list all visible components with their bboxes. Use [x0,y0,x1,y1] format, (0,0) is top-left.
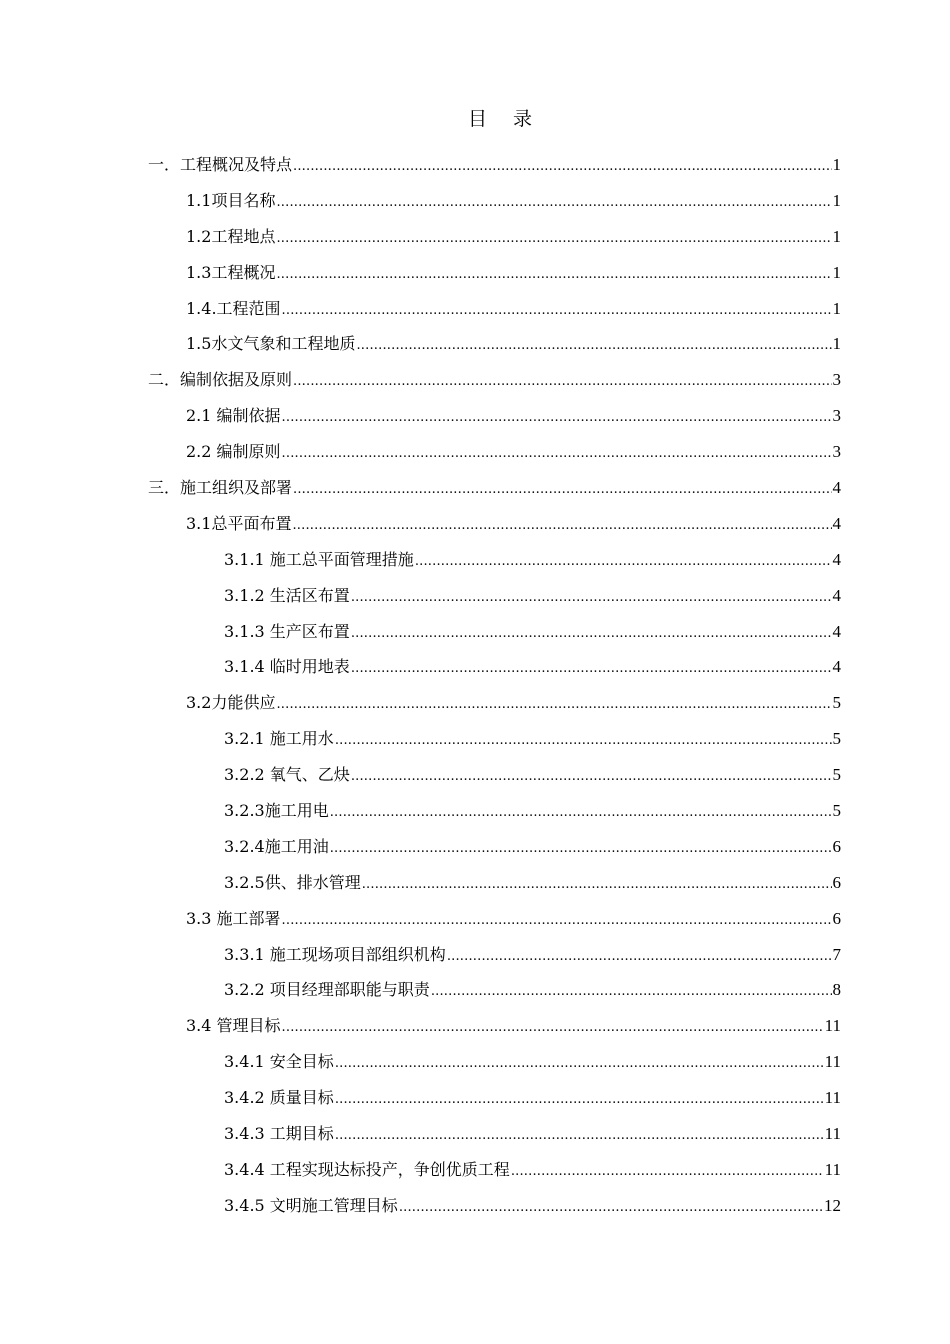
toc-entry-text: 1.4.工程范围 [186,298,281,318]
toc-entry-line [224,1196,841,1218]
toc-leader-dots [276,193,831,213]
toc-leader-dots [282,911,832,931]
toc-leader-dots [351,767,832,787]
toc-page-number: 5 [832,765,841,785]
toc-page-number: 1 [832,190,841,210]
toc-entry-line [186,299,841,321]
toc-leader-dots [431,982,832,1002]
toc-entry-line [186,263,841,285]
toc-page-number: 4 [832,549,841,569]
toc-entry-line [224,657,841,679]
toc-leader-dots [356,336,831,356]
toc-entry[interactable] [0,722,950,758]
toc-page-number: 5 [832,729,841,749]
toc-entry[interactable] [0,220,950,256]
toc-entry[interactable] [0,579,950,615]
toc-entry-text: 3.4.1 安全目标 [224,1052,334,1072]
toc-entry-text: 3.2.2 氧气、乙炔 [224,765,350,785]
toc-entry-line [224,729,841,751]
toc-entry-line [224,1160,841,1182]
toc-entry-line [224,1088,841,1110]
toc-entry[interactable] [0,686,950,722]
toc-entry[interactable] [0,1189,950,1225]
toc-page-number: 4 [832,621,841,641]
toc-entry[interactable] [0,902,950,938]
toc-page-number: 1 [832,262,841,282]
toc-entry-line [224,1052,841,1074]
toc-page-number: 4 [832,657,841,677]
toc-page-number: 1 [832,226,841,246]
toc-page-number: 1 [832,298,841,318]
toc-entry-text: 3.2.4施工用油 [224,836,329,856]
toc-page-number: 4 [832,585,841,605]
toc-page-number: 3 [832,370,841,390]
toc-leader-dots [330,803,832,823]
toc-leader-dots [293,157,831,177]
toc-entry-text: 3.3 施工部署 [186,908,281,928]
toc-entry-text: 3.2.2 项目经理部职能与职责 [224,980,430,1000]
toc-entry[interactable] [0,1117,950,1153]
toc-entry-text: 3.4 管理目标 [186,1016,281,1036]
toc-entry[interactable] [0,507,950,543]
toc-entry[interactable] [0,650,950,686]
toc-entry-line [224,873,841,895]
toc-leader-dots [335,1054,824,1074]
toc-entry-text: 3.4.4 工程实现达标投产，争创优质工程 [224,1159,510,1179]
toc-page-number: 11 [824,1052,841,1072]
toc-entry[interactable] [0,256,950,292]
toc-leader-dots [399,1198,823,1218]
toc-leader-dots [282,444,832,464]
toc-entry-text: 3.4.5 文明施工管理目标 [224,1195,398,1215]
toc-entry[interactable] [0,363,950,399]
toc-leader-dots [335,1126,824,1146]
toc-entry[interactable] [0,543,950,579]
toc-page-number: 11 [824,1016,841,1036]
toc-entry-line [186,191,841,213]
toc-entry-text: 3.1.4 临时用地表 [224,657,350,677]
toc-title-left: 目 [467,108,487,130]
toc-leader-dots [293,372,831,392]
toc-title-right: 录 [513,108,533,130]
toc-title [0,104,950,131]
toc-entry-line [224,980,841,1002]
toc-page-number: 11 [824,1123,841,1143]
toc-entry[interactable] [0,327,950,363]
toc-page-number: 6 [832,872,841,892]
toc-entry-line [148,155,841,177]
toc-entry-line [224,765,841,787]
toc-leader-dots [351,659,832,679]
toc-entry[interactable] [0,1081,950,1117]
toc-entry-line [186,693,841,715]
toc-entry-text: 3.1总平面布置 [186,513,292,533]
toc-entry-line [186,514,841,536]
toc-entry-text: 3.2.5供、排水管理 [224,872,361,892]
toc-entry[interactable] [0,184,950,220]
toc-entry-text: 1.3工程概况 [186,262,276,282]
toc-leader-dots [511,1162,824,1182]
toc-leader-dots [335,731,832,751]
toc-page-number: 1 [832,334,841,354]
toc-entry-text: 2.2 编制原则 [186,442,281,462]
toc-leader-dots [276,229,831,249]
toc-entry-text: 3.2.1 施工用水 [224,729,334,749]
toc-entry[interactable] [0,292,950,328]
toc-entry[interactable] [0,435,950,471]
toc-entry-line [186,334,841,356]
toc-entry-line [224,586,841,608]
toc-leader-dots [351,588,832,608]
toc-page-number: 6 [832,908,841,928]
toc-entry[interactable] [0,830,950,866]
toc-leader-dots [351,624,832,644]
toc-entry[interactable] [0,615,950,651]
toc-entry[interactable] [0,758,950,794]
toc-entry-line [186,1016,841,1038]
toc-entry-text: 二．编制依据及原则 [148,370,293,390]
toc-page-number: 8 [832,980,841,1000]
toc-page-number: 6 [832,836,841,856]
toc-entry[interactable] [0,938,950,974]
toc-entry[interactable] [0,148,950,184]
toc-entry-text: 2.1 编制依据 [186,406,281,426]
toc-entry-line [224,945,841,967]
toc-entry-text: 1.5水文气象和工程地质 [186,334,356,354]
toc-page-number: 5 [832,800,841,820]
toc-entry[interactable] [0,471,950,507]
toc-entry[interactable] [0,794,950,830]
toc-entry-text: 三．施工组织及部署 [148,477,293,497]
toc-page-number: 3 [832,406,841,426]
toc-entry[interactable] [0,1009,950,1045]
toc-entry-text: 3.1.1 施工总平面管理措施 [224,549,414,569]
toc-entry-line [148,370,841,392]
toc-leader-dots [282,1018,824,1038]
toc-leader-dots [293,480,831,500]
toc-entry-text: 3.1.3 生产区布置 [224,621,350,641]
toc-leader-dots [276,265,831,285]
toc-leader-dots [282,408,832,428]
toc-entry-line [224,622,841,644]
toc-page-number: 1 [832,154,841,174]
toc-entry[interactable] [0,1045,950,1081]
toc-page-number: 7 [832,944,841,964]
toc-leader-dots [447,947,832,967]
toc-entry-text: 3.4.3 工期目标 [224,1123,334,1143]
toc-entry-text: 1.1项目名称 [186,190,276,210]
toc-leader-dots [415,552,832,572]
toc-page-number: 11 [824,1088,841,1108]
toc-leader-dots [330,839,832,859]
toc-entry-line [224,550,841,572]
toc-leader-dots [282,301,832,321]
toc-entry-line [224,837,841,859]
toc-page-number: 11 [824,1159,841,1179]
toc-page-number: 12 [824,1195,841,1215]
toc-entry-text: 3.2力能供应 [186,693,276,713]
toc-entry-text: 3.1.2 生活区布置 [224,585,350,605]
toc-entry[interactable] [0,1153,950,1189]
toc-leader-dots [362,875,832,895]
toc-entry[interactable] [0,973,950,1009]
toc-entry-text: 一．工程概况及特点 [148,154,293,174]
toc-leader-dots [276,695,831,715]
toc-entry-text: 3.3.1 施工现场项目部组织机构 [224,944,446,964]
toc-entry-text: 1.2工程地点 [186,226,276,246]
toc-entry-line [186,909,841,931]
toc-entry-line [186,406,841,428]
toc-entry-line [148,478,841,500]
toc-leader-dots [335,1090,824,1110]
toc-entry-line [224,801,841,823]
toc-entry-text: 3.4.2 质量目标 [224,1088,334,1108]
toc-entry[interactable] [0,866,950,902]
toc-leader-dots [292,516,831,536]
toc-page-number: 5 [832,693,841,713]
toc-entry-line [224,1124,841,1146]
toc-entry[interactable] [0,399,950,435]
table-of-contents [0,148,950,1225]
toc-entry-line [186,442,841,464]
toc-page-number: 4 [832,513,841,533]
toc-entry-text: 3.2.3施工用电 [224,800,329,820]
toc-page-number: 3 [832,442,841,462]
toc-page-number: 4 [832,477,841,497]
toc-entry-line [186,227,841,249]
